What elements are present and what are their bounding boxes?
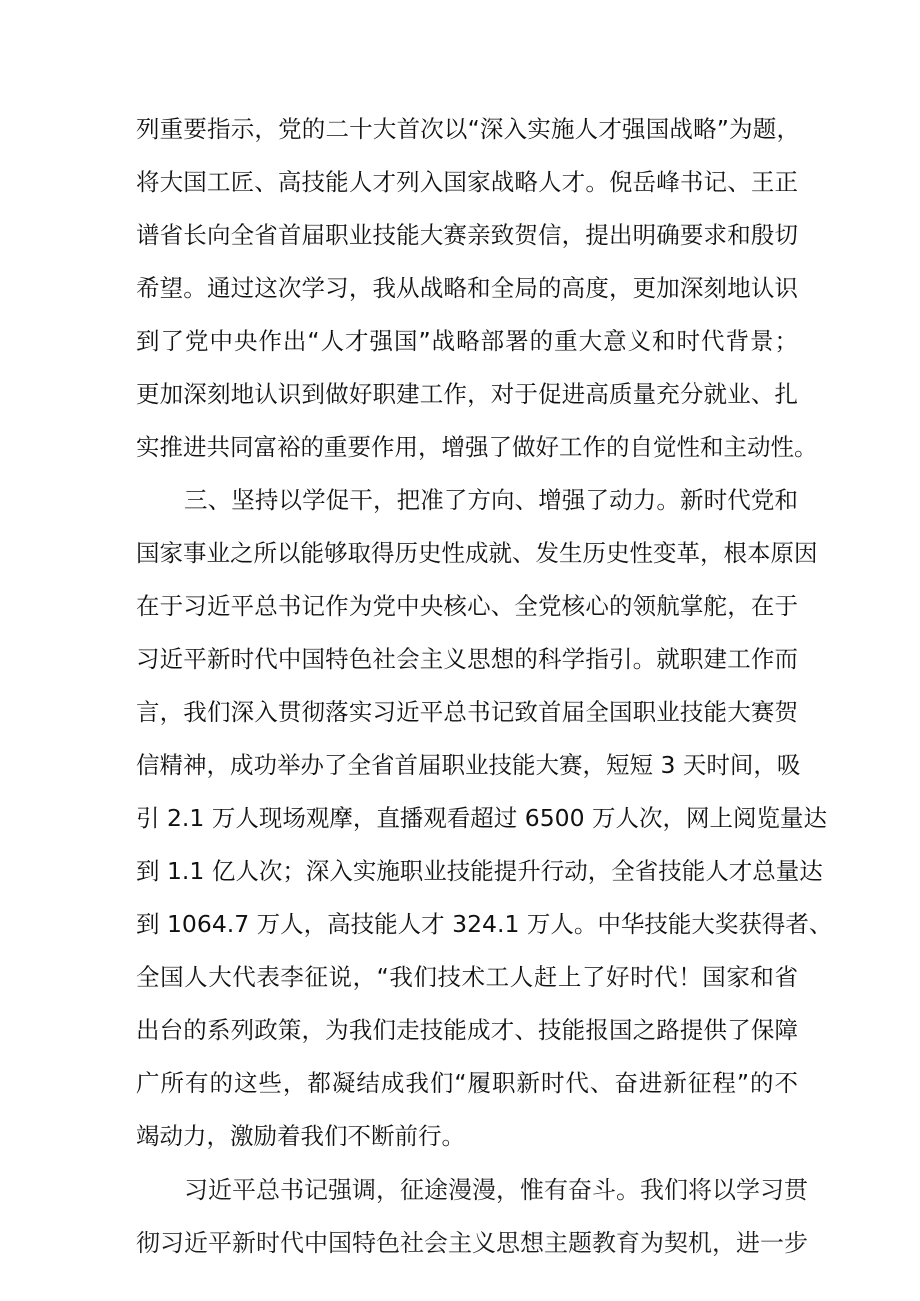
text-line: 信精神，成功举办了全省首届职业技能大赛，短短 3 天时间，吸 (136, 751, 801, 779)
text-line: 出台的系列政策，为我们走技能成才、技能报国之路提供了保障 (136, 1016, 798, 1044)
text-line: 谱省长向全省首届职业技能大赛亲致贺信，提出明确要求和殷切 (136, 221, 798, 249)
text-line: 到 1.1 亿人次；深入实施职业技能提升行动，全省技能人才总量达 (136, 857, 823, 885)
text-line: 国家事业之所以能够取得历史性成就、发生历史性变革，根本原因 (136, 539, 818, 567)
text-line: 到了党中央作出“人才强国”战略部署的重大意义和时代背景； (136, 327, 798, 355)
text-line: 广所有的这些，都凝结成我们“履职新时代、奋进新征程”的不 (136, 1069, 798, 1097)
text-line: 彻习近平新时代中国特色社会主义思想主题教育为契机，进一步 (136, 1229, 808, 1257)
paragraph-heading-line: 三、坚持以学促干，把准了方向、增强了动力。新时代党和 (184, 486, 798, 514)
text-line: 将大国工匠、高技能人才列入国家战略人才。倪岳峰书记、王正 (136, 168, 798, 196)
text-line: 引 2.1 万人现场观摩，直播观看超过 6500 万人次，网上阅览量达 (136, 804, 828, 832)
text-line: 全国人大代表李征说，“我们技术工人赶上了好时代！国家和省 (136, 963, 798, 991)
text-line: 习近平新时代中国特色社会主义思想的科学指引。就职建工作而 (136, 645, 798, 673)
text-line: 到 1064.7 万人，高技能人才 324.1 万人。中华技能大奖获得者、 (136, 910, 833, 938)
text-line: 希望。通过这次学习，我从战略和全局的高度，更加深刻地认识 (136, 274, 798, 302)
text-line: 实推进共同富裕的重要作用，增强了做好工作的自觉性和主动性。 (136, 433, 818, 461)
text-line: 更加深刻地认识到做好职建工作，对于促进高质量充分就业、扎 (136, 380, 798, 408)
text-line: 言，我们深入贯彻落实习近平总书记致首届全国职业技能大赛贺 (136, 698, 798, 726)
text-line: 列重要指示，党的二十大首次以“深入实施人才强国战略”为题， (136, 115, 800, 143)
text-line: 在于习近平总书记作为党中央核心、全党核心的领航掌舵，在于 (136, 592, 798, 620)
paragraph-first-line: 习近平总书记强调，征途漫漫，惟有奋斗。我们将以学习贯 (184, 1176, 808, 1204)
text-line: 竭动力，激励着我们不断前行。 (136, 1122, 465, 1150)
